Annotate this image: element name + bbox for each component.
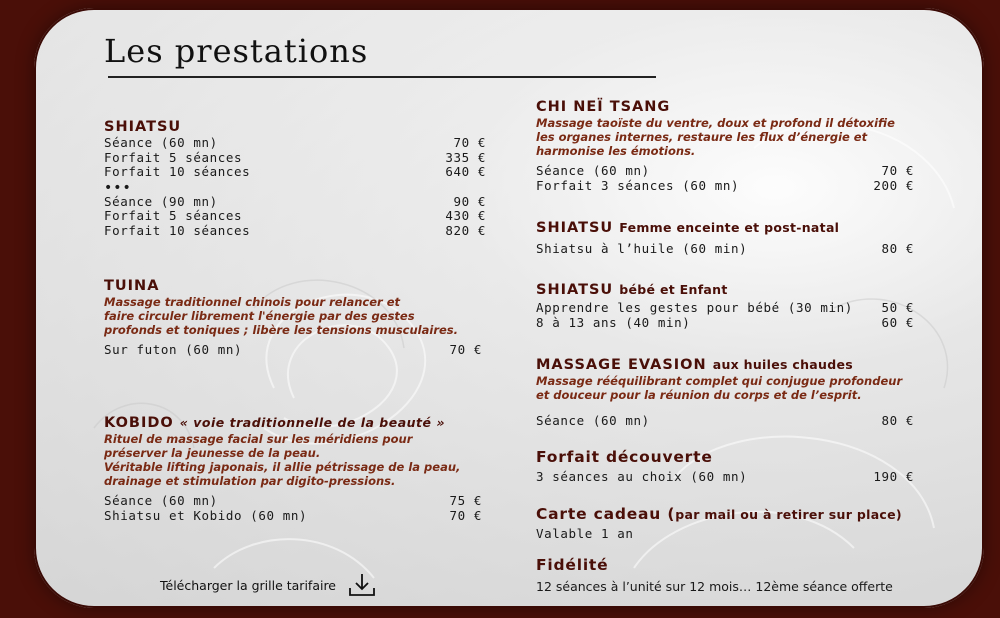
price-row: Séance (60 mn) 70 € [536, 163, 914, 178]
price-row: Forfait 3 séances (60 mn) 200 € [536, 177, 914, 193]
section-heading: MASSAGE EVASION aux huiles chaudes [536, 357, 853, 373]
section-heading-subtitle: bébé et Enfant [619, 282, 728, 297]
section-shiatsu-femme-enceinte [536, 219, 914, 257]
page-title: Les prestations [104, 32, 369, 70]
price-row: Forfait 5 séances 335 € [104, 149, 486, 165]
download-icon[interactable] [348, 572, 376, 598]
section-heading: Carte cadeau (par mail ou à retirer sur place) [536, 505, 902, 523]
section-heading-subtitle: « voie traditionnelle de la beauté » [179, 415, 445, 430]
section-description: Rituel de massage facial sur les méridiens pour [104, 432, 413, 446]
section-heading: SHIATSU bébé et Enfant [536, 282, 728, 298]
download-label: Télécharger la grille tarifaire [160, 577, 337, 593]
section-chi-nei-tsang [536, 98, 914, 193]
section-forfait-decouverte [536, 448, 914, 485]
price-row: Sur futon (60 mn) 70 € [104, 342, 482, 357]
section-heading: KOBIDO « voie traditionnelle de la beauté » [104, 415, 445, 431]
section-carte-cadeau [536, 505, 926, 542]
info-line: 12 séances à l’unité sur 12 mois… 12ème séance offerte [536, 579, 893, 594]
section-heading: SHIATSU [104, 119, 182, 135]
price-row: Shiatsu et Kobido (60 mn) 70 € [104, 507, 482, 523]
section-kobido [104, 414, 482, 523]
section-description: Massage traditionnel chinois pour relancer et [104, 295, 401, 309]
price-row: 3 séances au choix (60 mn) 190 € [536, 469, 914, 484]
section-description: préserver la jeunesse de la peau. [104, 446, 321, 460]
section-description: et douceur pour la réunion du corps et de l’esprit. [536, 388, 862, 402]
price-row: Forfait 10 séances 820 € [104, 222, 486, 238]
section-description: les organes internes, restaure les flux d’énergie et [536, 130, 868, 144]
section-heading-subtitle: aux huiles chaudes [712, 357, 853, 372]
section-heading: CHI NEÏ TSANG [536, 99, 671, 115]
price-row: Shiatsu à l’huile (60 min) 80 € [536, 241, 914, 256]
section-description: Massage taoïste du ventre, doux et profond il détoxifie [536, 116, 895, 130]
section-description: Massage rééquilibrant complet qui conjugue profondeur [536, 374, 903, 388]
price-row: 8 à 13 ans (40 min) 60 € [536, 314, 914, 330]
separator-dots: ••• [104, 179, 132, 196]
section-heading: SHIATSU Femme enceinte et post-natal [536, 220, 840, 236]
section-shiatsu-bebe [536, 281, 914, 330]
price-row: Séance (60 mn) 80 € [536, 413, 914, 428]
section-description: drainage et stimulation par digito-pressions. [104, 474, 396, 488]
section-description: faire circuler librement l'énergie par des gestes [104, 309, 415, 323]
section-heading-subtitle: Femme enceinte et post-natal [619, 220, 840, 235]
price-row: Séance (60 mn) 70 € [104, 135, 486, 150]
section-massage-evasion [536, 356, 914, 429]
section-tuina [104, 277, 482, 358]
section-shiatsu [104, 118, 486, 238]
price-row: Forfait 5 séances 430 € [104, 208, 486, 223]
section-heading: TUINA [104, 278, 160, 294]
section-heading-subtitle: par mail ou à retirer sur place) [675, 507, 902, 522]
price-row: Apprendre les gestes pour bébé (30 min) 50 € [536, 300, 914, 315]
section-fidelite [536, 556, 926, 594]
price-row: Forfait 10 séances 640 € [104, 164, 486, 179]
download-price-list-link[interactable] [160, 572, 376, 598]
section-description: Véritable lifting japonais, il allie pétrissage de la peau, [104, 460, 461, 474]
section-description: profonds et toniques ; libère les tensions musculaires. [104, 323, 459, 337]
price-row: Séance (90 mn) 90 € [104, 193, 486, 209]
section-heading: Fidélité [536, 556, 609, 574]
title-underline [108, 76, 656, 78]
price-row: Séance (60 mn) 75 € [104, 493, 482, 508]
section-description: harmonise les émotions. [536, 144, 696, 158]
section-heading: Forfait découverte [536, 448, 713, 466]
info-line: Valable 1 an [536, 526, 634, 541]
